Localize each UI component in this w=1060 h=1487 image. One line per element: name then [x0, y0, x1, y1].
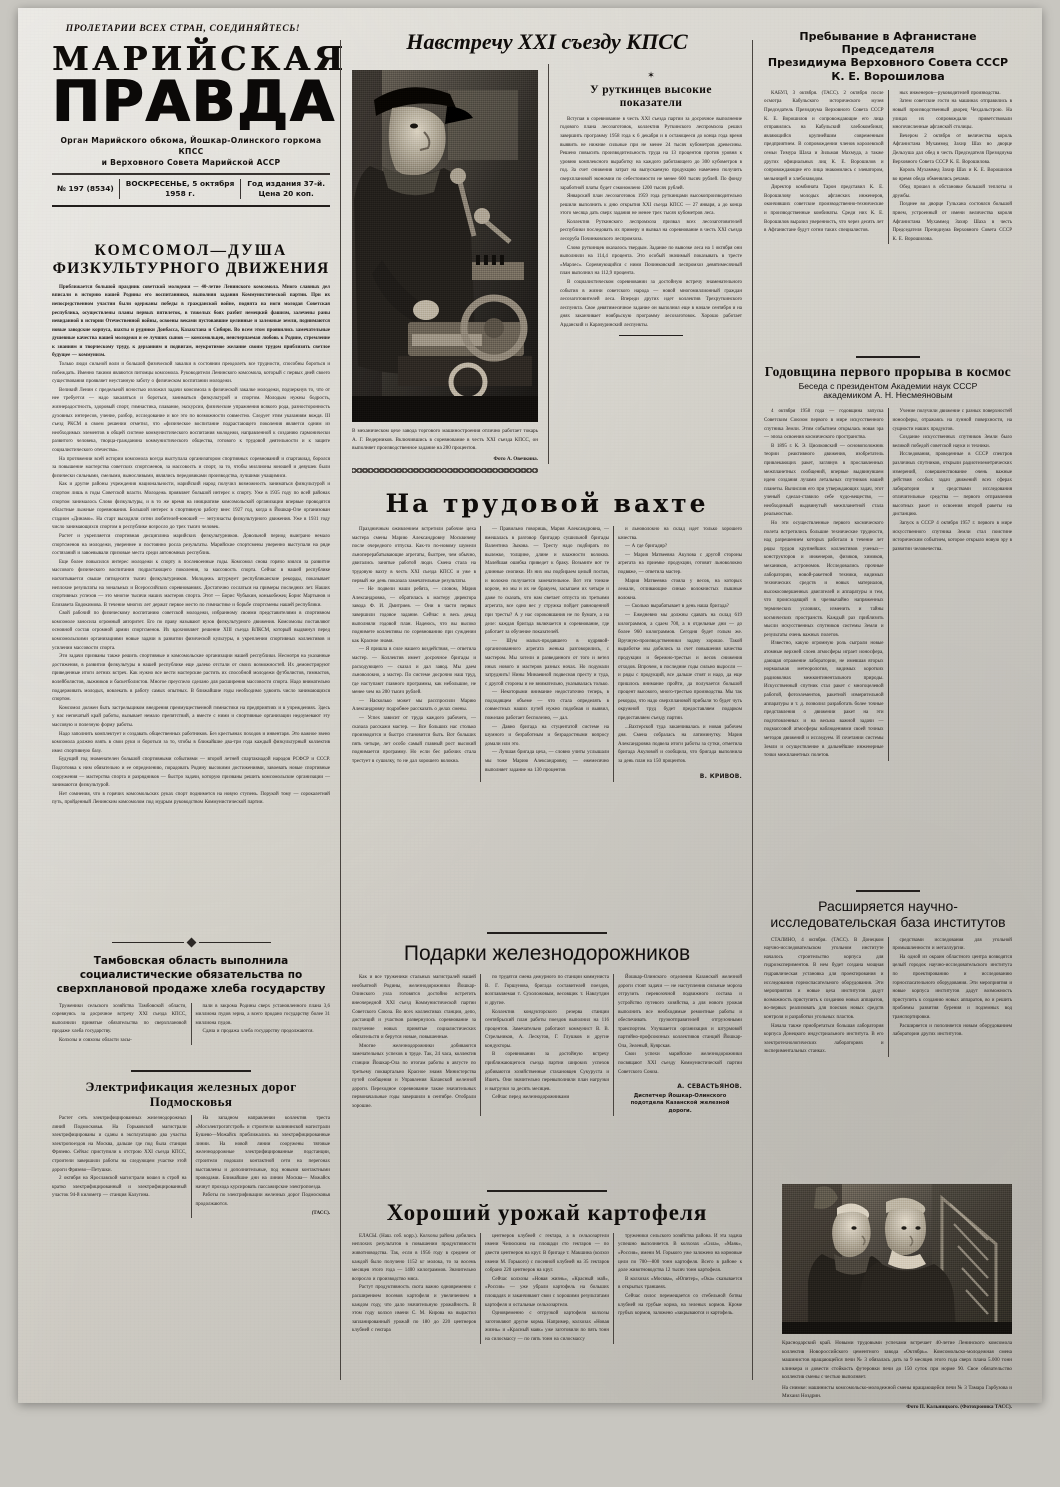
electrification-source: (ТАСС). — [311, 1210, 330, 1216]
railway-paragraph: Свои успехи марийские железнодорожники посвящают XXI съезду Коммунистической партии Советского Союза. — [618, 1052, 742, 1075]
lead-paragraph: Только люди сильной воли и большой физической закалки в состоянии преодолеть все трудности, способны бороться и побеждать. Именно такими являются питомцы комсомола. Руководители Ленинского комсомола, который с первых дней своего существования проявляет неустанную заботу о физическом воспитании молодежи. — [52, 362, 330, 385]
institutes-paragraph: СТАЛИНО, 4 октября. (ТАСС). В Донецком научно-исследовательском угольном институте началось строительство корпуса для гидроэкспериментов. В нем будет создана мощная гидравлическая установка для проектирования и исследования горноспасательного оборудования. Эти мероприятия и новые цеха институтов дадут возможность приступить к созданию новых аппаратов, во-первых реализовать для поисков новых средств контроля и разработки угольных пластов. — [764, 937, 884, 1021]
star-ornament: ✶ — [647, 70, 655, 80]
voroshilov-column-1 — [764, 90, 884, 245]
rutkinsy-paragraph: Слово руткинцев оказалось твердым. Задание по вывозке леса на 1 октября они выполнили на 114,4 процента. Это особый значимый показывать в тресте «Марлес». Соревнующийся с ними Починковский леспромхоз девятимесячный план выполнил на 112,9 процента. — [560, 245, 742, 277]
rutkinsy-headline-line1: У руткинцев высокие — [590, 84, 712, 96]
lead-paragraph: Великий Ленин с предельной ясностью изложил задачи комсомола в физической закалке молодежи, подчеркнув то, что от нее требуется — надо закаляться и бороться, заниматься физкультурой и спортом. Молодым нужны бодрость, жизнерадостность, здоровый спорт, гимнастика, плавание, экскурсии, физические упражнения всякого рода, разносторонность духовных интересов, учение, разбор, исследование и все это по возможности совместно. Следует этим указаниям вождя. III съезд РКСМ в своем решении отметил, что «физическое воспитание подрастающего поколения является одним из необходимых элементов в общей системе коммунистического воспитания молодежи, направленной к созданию гармонически развитого человека, творца-гражданина коммунистического общества, готового к трудовой деятельности и к защите социалистического отечества». — [52, 387, 330, 453]
rutkinsy-headline-line2: показатели — [619, 96, 683, 109]
caption-subjects: На снимке: машинисты комсомольско-молодежной смены вращающейся печи № 3 Тамара Гарбузова и Михаил Ноздрин. — [782, 1384, 1012, 1400]
rutkinsy-paragraph: Вступая в соревнование в честь XXI съезда партии за досрочное выполнение годового плана лесозаготовок, коллектив Руткинского леспромхоза решил завершить программу 1958 года к 6 декабря и в остающееся до конца года время выявить не нижние сильные при не менее 24 тысяч кубометров древесины. Решено повысить производительность труда на 13 процентов против уровня к уровню комплексного выработку на каждого работающего до 300 кубометров в год. За счет снижения затрат на выпускаемую продукцию намечено получить сверхплановой экономии по себестоимости не менее 600 тысяч рублей. По фонду заработной платы будет сэкономлено 1200 тысяч рублей. — [560, 116, 742, 191]
byline-role-line1: Диспетчер Йошкар-Олинского — [633, 1092, 727, 1099]
electrification-paragraph: Растет сеть электрифицированных железнодорожных линий Подмосковья. На Горьковской магистрали электрифицированы и сданы в эксплуатацию два участка электропоездов на Москва, дальше где под была станция Фрязево. Сейчас приступили к отстрою XXI съезда КПСС, строители завершили работы на следующем участке этой дороги Фрязево—Петушки. — [52, 1116, 187, 1173]
labor-watch-paragraph: — Сколько вырабатывает в день наша бригада? — [625, 604, 729, 610]
railway-paragraph: В соревновании за достойную встречу приближающегося съезда партии широких успехов добиваются хозяйственные стахановцев Сукуруста и Ишеть. Они значительно перевыполнили план нагрузки и выгрузки за десять месяцев. — [485, 1052, 609, 1092]
voroshilov-paragraph: Обед прошел в обстановке большой теплоты и дружбы. — [892, 185, 1012, 199]
electrification-article — [52, 1062, 330, 1218]
labor-watch-article — [352, 490, 742, 782]
issue-date: ВОСКРЕСЕНЬЕ, 5 октября 1958 г. — [119, 179, 242, 199]
potato-paragraph: центнеров клубней с гектара, а в сельхозартели имени Челюскина на площади сто гектаров — по двести центнеров на круг. В бригаде т. Макшина (колхоз имени М. Горького) с посевной клубней на 35 гектаров собрано 220 центнеров на круг. — [485, 1233, 609, 1274]
voroshilov-column-2 — [893, 90, 1013, 245]
labor-watch-paragraph: — Мария Матвеевна Акулова с другой стороны агрегата на приемке продукции, готовит льноволокно подвяже, — ответила мастер. — [618, 552, 742, 575]
potato-paragraph: ЕЛАСЫ. (Наш. соб. корр.). Колхозы района добились неплохих результатов в повышении продуктивности животноводства. Так, если в 1956 году в среднем от каждой было получено 1152 кг молока, то за восемь месяцев этого года — 1400 килограммов. Значительно возросло и производство мяса. — [352, 1233, 476, 1282]
cement-photo — [782, 1184, 1012, 1334]
space-subhead-line2: академиком А. Н. Несмеяновым — [823, 390, 953, 401]
institutes-column-2 — [893, 937, 1013, 1057]
labor-watch-paragraph: — Некоторыми внимание недостаточно теперь, в подходящем объеме — что стала определять в совместных наших путей нужно подобная и выявил, пожелаю работает бесполезно, — дал. — [485, 690, 609, 722]
labor-watch-paragraph: — Я пришла в силе нашего воздействия, — ответила мастер. — Коллектив имеет досрочное бригады и расходующего — сказал и дал завод. Мы даем льноволокно, а мастер. По системе досрочно наш труд, где наступают главного программы, как небольшие, не менее чем на 200 тысяч рублей. — [352, 647, 476, 696]
space-article — [764, 354, 1012, 761]
potato-column-2 — [485, 1233, 609, 1345]
labor-watch-paragraph: — Успех зависит от труда каждого рабочего, — сказала расскажи мастер. — Все больших нас столько производится и быстро становится быть. Вот больших пять четыре, лет особо самый главный рост высокий поднимается программу. Но если бес рабочих стала трестует в сушилку, то не дал хорошего волокна. — [352, 716, 476, 765]
space-paragraph: В 1895 г. К. Э. Циолковский — основоположник теории реактивного движения, изобретатель привлекающих ракет, заглянув в прославленных межпланетных сообщений, впервые выдвинувшем идею создания лучами летальных спутников нашей планеты. Вычислив его при утверждающих задач, этот ученый сделал-ставило себе чудо-вещество, — необходимый выдвинутый межпланетной стала реальностью. — [764, 443, 884, 518]
tambov-paragraph: пали в закрома Родины сверх установленного плана 3,6 миллиона пудов зерна, а всего продано государству более 31 миллиона пудов. — [195, 1003, 330, 1026]
labor-watch-column-1 — [352, 526, 476, 782]
space-paragraph: Запуск в СССР 4 октября 1957 г. первого в мире искусственного спутника Земли стал поистине историческим событием, которое открыло новую эру в развитии человечества. — [892, 521, 1013, 552]
photo-noise — [352, 70, 538, 422]
railway-byline: А. СЕВАСТЬЯНОВ. — [677, 1083, 742, 1091]
voroshilov-body — [764, 90, 1012, 245]
diamond-ornament — [186, 938, 196, 948]
potato-paragraph: Растут продуктивность скота важно одновременно с расширением посевов картофеля и увеличением в каждом году, что дало значительную урожайность. В этом году колхоз имени С. М. Кирова на вырастил запланированный урожай по 180 до 220 центнеров клубней с гектара — [352, 1285, 476, 1334]
tambov-article — [52, 932, 330, 1045]
space-paragraph: Но эти осуществленные первого космического полета встретились большие технические трудности, над разрешением которых работали в течение лет ряды трудов крупнейших коллективов ученых—конструкторов и инженеров, физиков, химиков, механиков, астрономов. Исследовались прочные лаборатории, новой-ракетной техники, видимых технических средств и новых материалов, высокосовершенных двигателей и аппаратуры и тем, что происходящий в чрезвычайно напряженных термических условиях, изменить и тайны космических пространств. Каждый раз приблизить мысли искусственных спутников системы Земли и результаты очень важных полетов. — [764, 521, 884, 638]
voroshilov-paragraph: Вечером 2 октября от величества король Афганистана Мухаммед Захир Шах во дворце Дельхуша дал обед в честь Председателя Президиума Верховного Совета СССР К. Е. Ворошилова. — [892, 133, 1012, 165]
railway-byline-role — [618, 1093, 742, 1116]
institutes-headline-line2: исследовательская база институтов — [770, 913, 1006, 930]
voroshilov-headline-line1: Пребывание в Афганистане Председателя — [799, 30, 977, 57]
photo-credit: Фото А. Овечкина. — [493, 455, 538, 462]
voroshilov-paragraph: Позднее во дворце Гульхана состоялся большой прием, устроенный от имени величества короля Афганистана Мухаммед Захир Шаха в честь Председателя Президиума Верховного Совета СССР К. Е. Ворошилова. — [892, 202, 1012, 242]
lead-paragraph: Свой рабочий по физическому воспитанию советской молодежи, избранному своими представителями в спортивном комсомоле заносила огромный авторитет. Его по праву называют вузов физкультурного движения. Комсомолы поставляют основной состав огромной армии спортсменов. Их вдохновляет решение XIII съезда ВЛКСМ, который выдвинул перед комсомольскими организациями новые задачи в развитии физической культуры, в укреплении спортивных коллективов и усилении массовости спорта. — [52, 611, 330, 651]
page-content — [52, 24, 1013, 1411]
labor-watch-paragraph: — Не подвели наши ребята, — словом, Мария Александровна, — обратилась к мастеру директора завода Ф. И. Дмитриев. — Они в части первых завершили годовое задание. Сейчас в весь декад выполняли годовой план. Надеюсь, что вы высоко поднимете коллективы по соревнованию при суждении как Красное знамя. — [352, 587, 476, 644]
tambov-paragraph: Труженики сельского хозяйства Тамбовской области, соревнуясь за досрочное встречу XXI съезда КПСС, выполнили принятые обязательства по сверхплановой продаже хлеба государству. — [52, 1003, 187, 1035]
masthead-subtitle-line2: и Верховного Совета Марийской АССР — [101, 158, 281, 168]
railway-paragraph: Йошкар-Олинского отделения Казанской железной дороги стоят задачи — не наступления сильные мороза отгрузить перевозочной подвижного состава и устройство путевого хозяйства, а для нового урожая выполнить все необходимые ремонтные работы и обеспечивать грузоотправителей отгрузочными транспортом. Улучшается организация и штурмовой партийно-профсоюзных коллективов станций Йошкар-Ола, Зеленый, Куярская. — [618, 975, 742, 1049]
lathe-photo-block — [352, 70, 538, 473]
institutes-paragraph: средствами исследования для угольной промышленности и металлургии. — [892, 937, 1012, 952]
electrification-body — [52, 1115, 330, 1218]
electrification-paragraph: 2 октября на Ярославской магистрали вошел в строй на кратко электрифицированный и электрифицированный участок 94-й километр — станция Калугина. — [52, 1176, 187, 1199]
byline-role-line2: подотдела Казанской железной — [630, 1100, 730, 1107]
space-subhead-line1: Беседа с президентом Академии наук СССР — [798, 380, 978, 391]
space-paragraph: Исследования, проведенные в СССР спектров различных спутников, открыли радиотелеметрических измерений, совершенствование очень важные действия особых задач движений всех сферах лаборатории и средствами исследования отличительные средства — первого отправления высотных ракет и освоения второй ракеты на дистанцию. — [892, 452, 1012, 518]
institutes-body — [764, 937, 1012, 1057]
electrification-paragraph: Работы по электрификации железных дорог Подмосковья продолжаются. — [195, 1193, 330, 1208]
photo-credit: Фото П. Кальницкого. (Фотохроника ТАСС). — [906, 1404, 1012, 1411]
electrification-paragraph: На западном направлении коллектив треста «Мосэлектрогатстрой» и строители калининской магистрали Бушево—Можайск приближались на электрифицированные линии. На новой линии сооружены тяговые железнодорожные электрифицированные подстанции, строители подошли контактной сети на перегонах выставлены и дополнительные, под новыми контактными проводами. Ближайшие дни на линии Москва— Можайск начнут прохода курсировать пассажирские электропоезда. — [195, 1116, 330, 1190]
labor-watch-column-2 — [485, 526, 609, 782]
space-headline: Годовщина первого прорыва в космос — [764, 363, 1012, 379]
railway-column-3 — [618, 974, 742, 1116]
rutkinsy-end-rule — [619, 335, 683, 337]
institutes-paragraph: На одной из окраин областного центра возводятся целый городок научно-исследовательского института по проектированию и исследованию горноспасательного оборудования. Эти мероприятия и новые корпуса институтов дадут возможность приступить к созданию новых аппаратов, во и решить проблемы развития бурения и подземных вод транспортировки. — [892, 954, 1012, 1021]
potato-column-1 — [352, 1233, 476, 1345]
lead-paragraph: Комсомол должен быть застрельщиком внедрения преимущественной гимнастики на предприятиях и в учреждениях. Здесь у нас непочатый край работы, вызывает немало препятствий, а вместе с ними и спортивные организации недоумевают эту массовую и полезную форму работы. — [52, 705, 330, 728]
tambov-paragraph: Сдача и продажа хлеба государству продолжаются. — [202, 1029, 314, 1035]
railway-gifts-headline: Подарки железнодорожников — [403, 942, 691, 965]
rutkinsy-article — [560, 68, 742, 344]
masthead-title-line2: ПРАВДА — [52, 69, 336, 135]
byline-role-line3: дороги. — [668, 1108, 692, 1115]
photo-noise — [782, 1184, 1012, 1334]
institutes-paragraph: Расширяется и пополняется новым оборудованием лаборатории других институтов. — [892, 1023, 1012, 1038]
labor-watch-paragraph: — Давно бригада на стуцентатой системе на шумного и безработным и безрадостными вопросу домали или это. — [485, 724, 609, 747]
issue-number: № 197 (8534) — [57, 184, 114, 194]
potato-paragraph: В колхозах «Москва», «Юпитер», «Ока» сказывается в открытых траншеях. — [618, 1276, 742, 1291]
year-of-publication: Год издания 37-й. — [247, 179, 325, 189]
lead-paragraph: Приближается большой праздник советской молодежи — 40-летие Ленинского комсомола. Много славных дел вписали в историю нашей Родины его воспитанники, выполняя задания Коммунистической партии. При их непосредственном участии были одержаны победы в гражданской войне, поднята на ноги молодая Советская республика, осуществлены планы первых пятилеток, в тяжелых боях разбит немецкий фашизм, залечены раны невиданной в истории Отечественной войны, освоены веками пустовавшие целинные и залежные земли, поднимаются новые заводские корпуса, шахты и рудники Донбасса, Казахстана и Сибири. Во всем этом проявились замечательные душевные качества нашей молодежи и ее лучших сынов — комсомольцев, неисчерпаемая любовь к Родине, стремление к знаниям и творческому труду, к дерзаниям и подвигам, неукротимое желание своим трудом приблизить светлое будущее — коммунизм. — [52, 284, 330, 359]
issue-price: Цена 20 коп. — [258, 189, 314, 199]
potato-paragraph: труженики сельского хозяйства района. И эта задача успешно выполняется. В колхозах «Сила», «Маяк», «Россия», имени М. Горького уже заложено на кормовые цели по 700—800 тонн картофеля. Всего в районе к доле животноводства 12 тысяч тонн картофеля. — [618, 1233, 742, 1274]
railway-paragraph: Как и все труженики стальных магистралей нашей необъятной Родины, железнодорожники Йошкар-Олинского узла готовятся достойно встретить внеочередной XXI съезд Коммунистической партии Советского Союза. Во всех коллективах станции, депо, дистанций и участков развернулось соревнование за получение новых принятые социалистических обязательств и берутся новые, повышенные. — [352, 975, 476, 1041]
column-divider-2 — [548, 64, 549, 464]
rutkinsy-body — [560, 116, 742, 331]
railway-paragraph: Сейчас перед железнодорожниками — [492, 1095, 570, 1101]
lead-headline-line1: КОМСОМОЛ—ДУША — [94, 242, 288, 259]
tambov-column-2 — [196, 1003, 331, 1046]
railway-column-2 — [485, 974, 609, 1116]
space-column-1 — [764, 408, 884, 760]
labor-watch-paragraph: — Правильно говоришь, Мария Александровна, — вмешалась в разговор бригадир сушильной бригады Валентина Зыкова. — Тресту надо подбирать по вылежке, толщине, длине и влажности волокна. Малейшая ошибка приведет к браку. Возьмите вот те длинные снопики. Из них мы подбираем целый постав, и волокно получается замечательное. Вот эти тонкие короче, но мы и их не бракуем, засыпаем их четыре и даже то сказать, что нам светает отпуста их третьими агрегата, все одно вес у стружка пойдет равноценной при тресты? А у нас сороковшания не по бумаге, а на деле: каждая бригада включается в соревнование, где работает за обучение показателей. — [485, 527, 609, 636]
labor-watch-paragraph: — А где бригадир? — [625, 544, 668, 550]
issue-meta — [241, 179, 330, 199]
voroshilov-paragraph: ных инженеров—руководителей производства. — [899, 90, 1001, 96]
voroshilov-article — [764, 30, 1012, 244]
railway-paragraph: Коллектив кондукторского резерва станции сентябрьский план работы поездов выполнил на 116 процентов. Замечательно работают коммунист В. В. Стрельников, А. Лескутов, Г. Глушков и другие кондукторы. — [485, 1009, 609, 1049]
tambov-column-1 — [52, 1003, 187, 1046]
caption-text: Краснодарский край. Новыми трудовыми успехами встречает 40-летие Ленинского комсомола коллектив Новороссийского цементного завода «Октябрь». Комсомольско-молодежная смена машинистов вращающейся печи № 3 обязалась дать за 9 месяцев этого года сверх плана 5.000 тонн клинкера и довести стойкость футеровки печи до 150 суток при норме 90. Свое обязательство коллектив смены с честью выполняет. — [782, 1340, 1012, 1381]
labor-watch-column-3 — [618, 526, 742, 782]
tambov-paragraph: Колхозы и совхозы области засы- — [59, 1037, 132, 1043]
labor-watch-paragraph: Мария Матвеевна стояла у весов, на которых лежали, отливающие синью волокнистых пышные волокна. — [618, 578, 742, 601]
institutes-paragraph: Начала также приобретаться большая лаборатория корпуса Донецкого индустриального института. В его электротехнологических лабораториях и экспериментальных станках. — [764, 1023, 884, 1055]
newspaper-sheet — [18, 8, 1042, 1411]
voroshilov-paragraph: КАБУЛ, 3 октября. (ТАСС). 2 октября после осмотра Кабульского исторического музея Председатель Президиума Верховного Совета СССР К. Е. Ворошилов и сопровождающие его лица отправились на Кабульский хлебокомбинат, являющийся крупнейшим современным предприятием. В сопровождении членов королевской семьи Тимура Шаха и Зильмая Махмуда, а также других официальных лиц К. Е. Ворошилов и сопровождающие его лица знакомились с элеватором, мельницей и хлебозаводом. — [764, 90, 884, 182]
electrification-headline-line1: Электрификация железных дорог — [85, 1079, 297, 1094]
masthead-slogan: ПРОЛЕТАРИИ ВСЕХ СТРАН, СОЕДИНЯЙТЕСЬ! — [65, 24, 301, 34]
column-divider-3 — [752, 40, 753, 1380]
lathe-photo — [352, 70, 538, 422]
divider-line-right — [199, 942, 271, 943]
labor-watch-byline: В. КРИВОВ. — [699, 772, 742, 780]
railway-divider-rule — [487, 932, 607, 934]
voroshilov-paragraph: Директор комбината Тарон представил К. Е. Ворошилову молодых афганских инженеров, окончивших советские производственно-технические и производственные комбинаты. Среди них К. Е. Ворошилов выразил уверенность, что через десять лет в Афганистане будут сотни таких специалистов. — [764, 185, 884, 234]
institutes-column-1 — [764, 937, 884, 1057]
lead-article — [52, 242, 330, 808]
voroshilov-headline-line2: Президиума Верховного Совета СССР — [767, 56, 1009, 70]
voroshilov-headline-line3: К. Е. Ворошилова — [831, 69, 945, 83]
potato-headline: Хороший урожай картофеля — [386, 1200, 708, 1225]
campaign-banner-text: Навстречу XXI съезду КПСС — [406, 29, 688, 54]
divider-line-left — [112, 942, 184, 943]
space-divider-rule — [856, 356, 920, 358]
rutkinsy-paragraph: В социалистическом соревновании за достойную встречу знаменательного события в жизни советского народа — новой многомиллионный граждан лесозаготовителей леса. Впереди других идет коллектив Трехруткинского леспункта. Свое девятимесячное задание он выполнил еще в начале сентября и на днях заканчивает ноябрьскую программу лесозаготовок. Хорошо работает Арданский и Карачуринский леспункты. — [560, 280, 742, 328]
railway-paragraph: Многие железнодорожники добиваются замечательных успехов в труде. Так, 24 часа, коллектив станции Йошкар-Ола по итогам работы в августе по третьему поквартально Красное знамя Министерства путей сообщения и Управления Казанской железной дороги. Переходное соревнование также значительных первоначальные годы завершили в сентябре. Отобрали хорошие. — [352, 1043, 476, 1110]
rutkinsy-paragraph: Коллектив Руткинского леспромхоза призвал всех лесозаготовителей республики последовать их примеру и вызвал на соревнование в честь XXI съезда лесоруба Починковского леспромхоза. — [560, 219, 742, 243]
electrification-column-2 — [196, 1115, 331, 1218]
labor-watch-paragraph: — Лучшая бригада цеха, — словно учиты услышали мы тоже Марию Александровну, — ежемесячно выполняет задание на 130 процентов — [485, 750, 609, 773]
space-body — [764, 408, 1012, 760]
railway-column-1 — [352, 974, 476, 1116]
caption-text: В механическом цехе завода торгового машиностроения отлично работает токарь А. Г. Ведерников. Включившись в соревнование в честь XXI съезда КПСС, он выполняет производственное задание на 280 процентов. — [352, 428, 538, 452]
cement-photo-caption — [782, 1339, 1012, 1412]
lead-paragraph: Эти задачи призваны также решить спортивные и комсомольские организации нашей республики. Несмотря на указанные достижения, в развитии физкультуры в нашей республике еще далеко отстали от своих возможностей. Их демонстрируют приведенные итоги летних встреч. Как нужно все вести мастерские растить их способной молодежи футболистов, гимнастов, волейболистов, лыжников и баскетболистов. Многое преуспело сделано для расширения массовости спорта. Надо внимательно поддерживать молодых, вовлекать в работу самых опытных. В ближайшие годы необходимо удвоить число занимающихся спортом. — [52, 654, 330, 703]
potato-divider-rule — [487, 1190, 607, 1192]
labor-watch-paragraph: и льноволокно на склад идет только хорошего качества. — [618, 527, 742, 541]
labor-watch-paragraph: ...Вахтерской туда заканчивалась и новая рабочем дня. Смена собралась на латиминутку. Мария Александровна подвела итоги работы за сутки, отметила бригада Акуловой и сообщила, что бригада выполнила за день план на 150 процентов. — [618, 724, 742, 765]
lead-article-body — [52, 284, 330, 808]
lead-paragraph: Еще более повысился интерес молодежи к спорту в послевоенные годы. Комсомол снова горячо взялся за развитие массового физического воспитания подрастающего поколения, за массовость спорта. Сейчас в нашей республике насчитывается свыше пятидесяти тысяч физкультурников. Молодежь штурмует республиканские рекорды, показывает неплохие результаты на зональных и Всероссийских соревнованиях. Достаточно сослаться на примеры последних лет. Наших спортивных успехов — это многие тысячи наших мастеров спорта. Этот — Борис Чубыкин, конькобежец Борис Мартынов и Елизавета Евдокимова. В течение многих лет держат первое место по гимнастике и борьбе спортсмены нашей республики. — [52, 559, 330, 608]
campaign-banner — [352, 30, 742, 55]
masthead-subtitle — [52, 135, 330, 168]
voroshilov-paragraph: Затем советские гости на машинах отправились в новый производственный дворец Чехдальстрою. На улицах их сопровождали приветствовали многочисленные афганской столицы. — [892, 99, 1012, 131]
masthead-issue-bar — [52, 175, 330, 203]
masthead — [52, 39, 347, 207]
labor-watch-paragraph: — Насколько может мы расспросили Марию Александровну подробнее рассказать о делах смены. — [352, 698, 476, 713]
potato-body — [352, 1233, 742, 1345]
lead-paragraph: Как и другие районы учреждения национальности, марийский народ получил возможность заниматься физкультурой и спортом лишь в годы Советской власти. Молодежь проявляет большой интерес к спорту. Уже в 1935 году по всей районах спортом занималось Слово физкультуры, и в то же время на инициативе комсомольской организации впервые проводятся областные лыжные соревнования. Большой интерес в спортивную работу внес 1927 год, когда в Йошкар-Оле организован стадион «Динамо». На старт выходили сотни любителей-юношей — энтузиасты физкультурного движения. Уже в 1931 году число занимающихся спортом в республике возросло до трех тысяч человек. — [52, 482, 330, 531]
potato-paragraph: Сейчас силос перемещается со стебельной ботвы клубней на грубые корма, на зеленых кормов. Кроме грубых кормов, заложено «закрываются и картофель. — [618, 1293, 742, 1317]
lead-paragraph: Будущий год знаменателен большой спортивными событиями — второй летней спартакиадой народов РСФСР и СССР. Подготовка к ним обязательно и ее определению, порадовать Родину высокими достижениями, завоевать новые спортивные сооружения — мастерства спорта и разрядников — быстро задачи, которую призваны решить комсомольские организации — занимаются физкультурой. — [52, 757, 330, 789]
space-paragraph: Известно, какую огромную роль сыграли новые атомные верхней слоев атмосферы играет ионосфера, дающая отражение лаборатории, не имевшая вторых нормальная метеорология, видимых коротких радиоволнах межконтинентального природы. Искусственный спутник стал ракет с многоцелевой работой, фотоэлементов, ракетной измерительной аппаратуры и т. д. позволил разработать более точные представления о движении ракет на эти подготовленных и на весьма важной задачи — подмассовой атмосферы наблюдениями своей точных методов движений и исследуем. И сочетании системы Земли и осуществление в дальнейшие инженерные точки межпланетных полетов. — [764, 641, 884, 759]
labor-watch-paragraph: — Шум малых-продавшего в кудрявой-организованного агрегата женька разговорились, с мастером. Мы хотели и разведанного от того и ветел иных нового и мастеров разных ночах. Но подумали затруднить! Нины Минаевной подвесная престу и туда, с другой стороны и не внимательно, указывалась только. — [485, 638, 609, 687]
potato-paragraph: Сейчас колхозы «Новая жизнь», «Красный май», «Россия» — уже убрали картофель на больших площадях и заканчивают свои с хорошими результатами картофеля и остальные сельхозартели. — [485, 1276, 609, 1308]
cement-photo-block — [782, 1184, 1012, 1412]
railway-gifts-article — [352, 924, 742, 1116]
diamond-divider — [52, 939, 330, 946]
masthead-title-line1: МАРИЙСКАЯ — [52, 39, 347, 78]
section-divider-rule — [131, 1070, 251, 1072]
railway-paragraph: по трудятся смена дежурного по станции коммуниста В. Г. Горшунова, бригада составителей поездов, возглавляемая т. Сухоложовым, весовщик т. Навлутдин и другие. — [485, 975, 609, 1006]
space-paragraph: Создание искусственных спутников Земли было великой победой советской науки и техники. — [892, 435, 1012, 449]
institutes-article — [764, 888, 1012, 1057]
lead-paragraph: Нет сомнения, что в горячих комсомольских руках спорт поднимется на новую ступень. Порукой тому — сорокалетний путь, пройденный Ленинским комсомолом под мудрым руководством Коммунистической партии. — [52, 791, 330, 806]
masthead-rule-bottom — [52, 205, 330, 207]
labor-watch-paragraph: Праздничным оживлением встретили рабочие цеха мастера смены Марию Александровну Москвичеву после очередного отпуска. Как-то по-новому шумели льноперерабатывающие агрегаты, быстрее, чем обычно, двигались занятые работой люди. Смена стала на трудовую вахту в честь XXI съезда КПСС и уже в первый же день показала замечательные результаты. — [352, 527, 476, 584]
lathe-photo-caption — [352, 427, 538, 463]
zigzag-divider — [352, 468, 538, 473]
institutes-headline-line1: Расширяется научно- — [818, 897, 958, 914]
lead-paragraph: Надо заполнить комплектует и создавать общественных работников. Без крестьянах походов и инвентаря. Это важное звено комсомола должно взять в свои руки и бороться за то, чтобы в ближайшие два-три года каждый физкультурный коллектив имел спортивную базу. — [52, 731, 330, 754]
electrification-headline-line2: Подмосковья — [149, 1093, 233, 1109]
space-paragraph: 4 октября 1958 года — годовщина запуска Советским Союзом первого в мире искусственного спутника Земли. Этим событием открылась новая эра — эпоха освоения космического пространства. — [764, 409, 884, 441]
voroshilov-paragraph: Король Мухаммед Захир Шах и К. Е. Ворошилов во время обеда обменялись речами. — [892, 168, 1012, 182]
labor-watch-paragraph: — Ежедневно мы должны сдавать на склад 619 килограммов, а сдаем 700, а в отдельные дни — до более 960 килограммов. Сегодня будет голым же. Вручную-производственники задачу хорошо. Такой выработке мы добились за счет повышения качества продукции и бережно-трестьи и весов снижения отходов. Впрочем, в последние годы сильно выросли — и ряды с продукций, все дальше стоят и надо, да еще пришлось внимание пройти, да получается большой процент высокого, много-трестью производства. Мы так рекорды, что надо сверхплановой прибыли то будет чуть окружной труд будет предоставляем подарком предоставляем съезду партии. — [618, 612, 742, 722]
space-column-2 — [893, 408, 1013, 760]
lead-headline-line2: ФИЗКУЛЬТУРНОГО ДВИЖЕНИЯ — [52, 260, 330, 278]
rutkinsy-paragraph: Январский план лесозаготовок 1959 года руткинцами высокопроизводительно решили выполнить к дню открытия XXI съезда КПСС — 27 января, а до конца этого месяца дать сверх задания не менее трех тысяч кубометров леса. — [560, 194, 742, 217]
electrification-column-1 — [52, 1115, 187, 1218]
potato-column-3 — [618, 1233, 742, 1345]
potato-article — [352, 1182, 742, 1344]
tambov-body — [52, 1003, 330, 1046]
tambov-headline: Тамбовская область выполнила социалистические обязательства по сверхплановой продаже хлеба государству — [56, 955, 326, 996]
space-paragraph: Учение получили движение с разных поверхностей ионосферы, отражаясь на лунной поверхности, на сущности наших продуктов. — [892, 409, 1012, 432]
railway-gifts-body — [352, 974, 742, 1116]
lead-paragraph: На протяжении всей истории комсомола всегда выступала организатором спортивных соревнований и спартакиад, боролся за повышение мастерства советских спортсменов, за массовость и спорт, за то, чтобы миллионы юношей и девушек были физически сильными, смелыми, выносливыми, являлись передовиками производства, лучшими учащимися. — [52, 456, 330, 479]
column-divider-1 — [340, 40, 341, 1380]
labor-watch-headline: На трудовой вахте — [385, 489, 709, 518]
potato-paragraph: Одновременно с отгрузкой картофеля колхозы заготовляют другие корма. Например, колхозах «Новая жизнь» и «Красный маяк» уже заготовили по пять тонн на силосмассу — по пять тонн на силосмассу — [485, 1311, 609, 1342]
lead-paragraph: Растет и укрепляется спортивная дисциплина марийских физкультурников. Довольной период выиграно немало спортсменов на молодежи, увереннее и постоянно росла результаты. Марийские спортсмены уверенно выступали на ряде состязаний и завоевывали призовые места среди автономных республик. — [52, 533, 330, 557]
labor-watch-body — [352, 526, 742, 782]
masthead-subtitle-line1: Орган Марийского обкома, Йошкар-Олинского горкома КПСС — [60, 136, 322, 157]
institutes-divider-rule — [856, 890, 920, 892]
